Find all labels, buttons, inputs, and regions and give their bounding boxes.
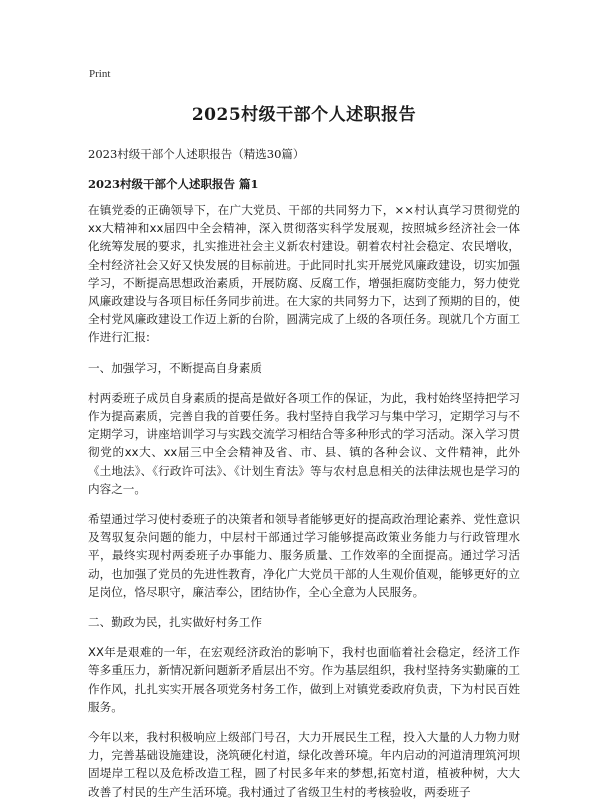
paragraph: 希望通过学习使村委班子的决策者和领导者能够更好的提高政治理论素养、党性意识及驾驭复杂问题的能力，中层村干部通过学习能够提高政策业务能力与行政管理水平，最终实现村两委班子办事能力、服务质量、工作效率的全面提高。通过学习活动，也加强了党员的先进性教育，净化广大党员干部的人生观价值观，能够更好的立足岗位，恪尽职守，廉洁奉公，团结协作，全心全意为人民服务。 <box>88 512 520 599</box>
section-heading: 2023村级干部个人述职报告 篇1 <box>88 177 259 191</box>
paragraph: XX年是艰难的一年，在宏观经济政治的影响下，我村也面临着社会稳定，经济工作等多重压力，新情况新问题新矛盾层出不穷。作为基层组织，我村坚持务实勤廉的工作作风，扎扎实实开展各项党务村务工作，做到上对镇党委政府负责，下为村民百姓服务。 <box>88 645 520 714</box>
document-subtitle: 2023村级干部个人述职报告（精选30篇） <box>88 147 305 161</box>
paragraph-heading: 二、勤政为民，扎实做好村务工作 <box>88 615 262 630</box>
print-link[interactable]: Print <box>89 68 111 80</box>
document-body <box>88 96 520 801</box>
paragraph-heading: 一、加强学习，不断提高自身素质 <box>88 360 262 375</box>
paragraph: 在镇党委的正确领导下，在广大党员、干部的共同努力下，××村认真学习贯彻党的xx大精神和xx届四中全会精神，深入贯彻落实科学发展观，按照城乡经济社会一体化统筹发展的要求，扎实推进社会主义新农村建设。朝着农村社会稳定、农民增收，全村经济社会又好又快发展的目标前进。于此同时扎实开展党风廉政建设，切实加强学习，不断提高思想政治素质，开展防腐、反腐工作，增强拒腐防变能力，努力使党风廉政建设与各项目标任务同步前进。在大家的共同努力下，达到了预期的目的，使全村党风廉政建设工作迈上新的台阶，圆满完成了上级的各项任务。现就几个方面工作进行汇报: <box>88 203 520 345</box>
paragraph: 村两委班子成员自身素质的提高是做好各项工作的保证，为此，我村始终坚持把学习作为提高素质，完善自我的首要任务。我村坚持自我学习与集中学习，定期学习与不定期学习，讲座培训学习与实践交流学习相结合等多种形式的学习活动。深入学习贯彻党的xx大、xx届三中全会精神及省、市、县、镇的各种会议、文件精神，此外《土地法》、《行政许可法》、《计划生育法》等与农村息息相关的法律法规也是学习的内容之一。 <box>88 390 520 496</box>
page-title: 2025村级干部个人述职报告 <box>191 105 417 125</box>
paragraph: 今年以来，我村积极响应上级部门号召，大力开展民生工程，投入大量的人力物力财力，完善基础设施建设，浇筑硬化村道，绿化改善环境。年内启动的河道清理筑河坝固堤岸工程以及危桥改造工程，圆了村民多年来的梦想,拓宽村道，植被种树，大大改善了村民的生产生活环境。我村通过了省级卫生村的考核验收，两委班子 <box>88 730 520 799</box>
